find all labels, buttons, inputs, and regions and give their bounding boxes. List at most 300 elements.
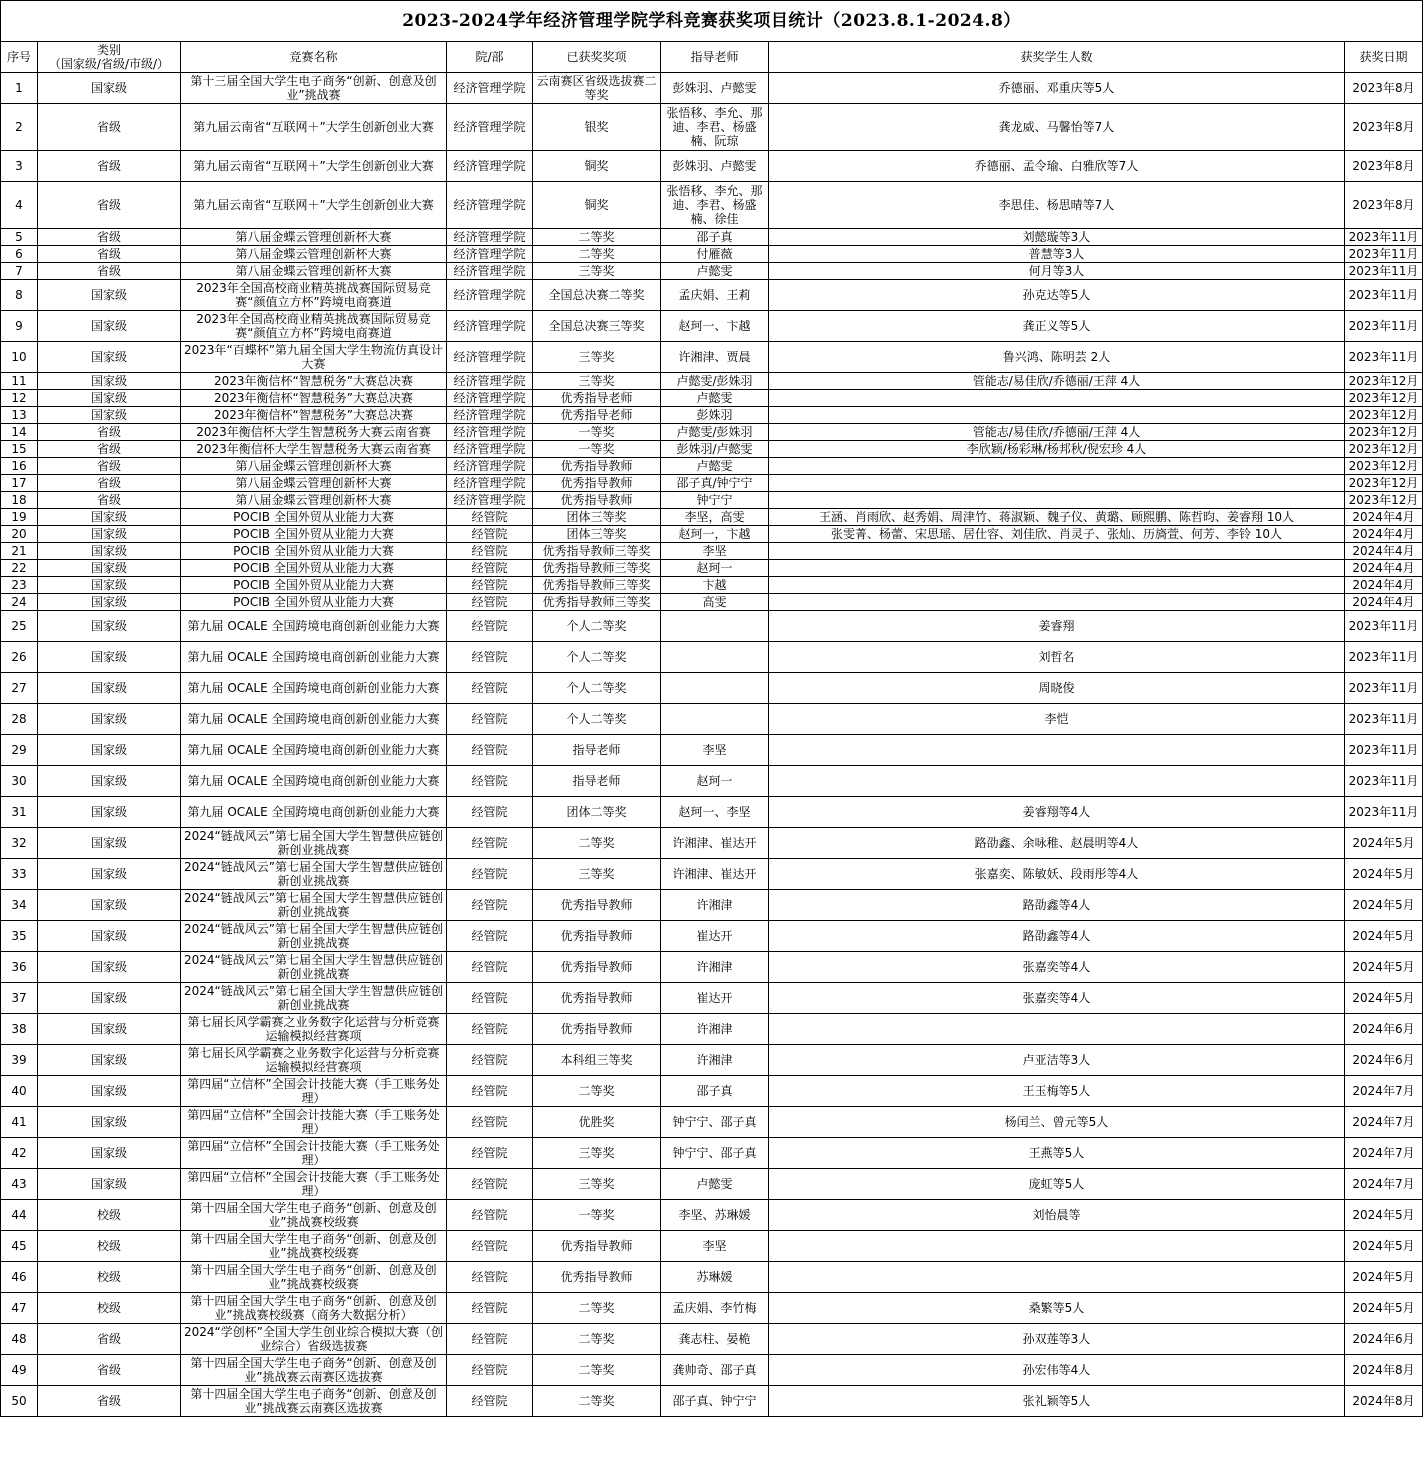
table-row (1, 1045, 1423, 1076)
cell-award: 二等奖 (533, 246, 661, 263)
cell-category: 国家级 (38, 1107, 181, 1138)
cell-students: 姜睿翔 (769, 611, 1345, 642)
cell-award: 优秀指导教师 (533, 1231, 661, 1262)
cell-award: 优秀指导教师 (533, 458, 661, 475)
cell-students: 孙宏伟等4人 (769, 1355, 1345, 1386)
cell-award: 优秀指导教师三等奖 (533, 560, 661, 577)
cell-dept: 经管院 (447, 1076, 533, 1107)
cell-date: 2023年11月 (1345, 311, 1423, 342)
cell-category: 国家级 (38, 859, 181, 890)
cell-competition: 第九届 OCALE 全国跨境电商创新创业能力大赛 (181, 673, 447, 704)
table-row (1, 390, 1423, 407)
cell-advisor: 钟宁宁、邵子真 (661, 1107, 769, 1138)
cell-award: 团体三等奖 (533, 526, 661, 543)
cell-advisor: 卢懿雯/彭姝羽 (661, 373, 769, 390)
cell-date: 2023年8月 (1345, 104, 1423, 151)
table-row (1, 263, 1423, 280)
cell-students: 卢亚洁等3人 (769, 1045, 1345, 1076)
cell-competition: POCIB 全国外贸从业能力大赛 (181, 560, 447, 577)
cell-competition: 第八届金蝶云管理创新杯大赛 (181, 475, 447, 492)
cell-category: 国家级 (38, 311, 181, 342)
cell-date: 2024年5月 (1345, 1293, 1423, 1324)
cell-dept: 经济管理学院 (447, 151, 533, 182)
cell-competition: 2024“链战风云”第七届全国大学生智慧供应链创新创业挑战赛 (181, 921, 447, 952)
cell-dept: 经管院 (447, 952, 533, 983)
cell-competition: 第九届 OCALE 全国跨境电商创新创业能力大赛 (181, 642, 447, 673)
cell-advisor (661, 673, 769, 704)
cell-students (769, 577, 1345, 594)
cell-award: 三等奖 (533, 1169, 661, 1200)
cell-students: 庞虹等5人 (769, 1169, 1345, 1200)
cell-no: 46 (1, 1262, 38, 1293)
cell-category: 国家级 (38, 73, 181, 104)
cell-students (769, 407, 1345, 424)
cell-dept: 经济管理学院 (447, 104, 533, 151)
cell-advisor: 卢懿雯 (661, 1169, 769, 1200)
cell-dept: 经管院 (447, 1169, 533, 1200)
cell-no: 6 (1, 246, 38, 263)
cell-advisor: 许湘津 (661, 1014, 769, 1045)
table-row (1, 475, 1423, 492)
cell-date: 2024年8月 (1345, 1355, 1423, 1386)
cell-award: 团体三等奖 (533, 509, 661, 526)
table-row (1, 859, 1423, 890)
cell-competition: 第七届长风学霸赛之业务数字化运营与分析竞赛运输模拟经营赛项 (181, 1045, 447, 1076)
table-row (1, 441, 1423, 458)
table-row (1, 673, 1423, 704)
cell-no: 39 (1, 1045, 38, 1076)
cell-category: 国家级 (38, 373, 181, 390)
cell-dept: 经管院 (447, 560, 533, 577)
cell-award: 三等奖 (533, 1138, 661, 1169)
cell-advisor: 邵子真、钟宁宁 (661, 1386, 769, 1417)
cell-no: 18 (1, 492, 38, 509)
cell-advisor: 李坚 (661, 735, 769, 766)
cell-award: 三等奖 (533, 373, 661, 390)
cell-competition: 2023年衡信杯大学生智慧税务大赛云南省赛 (181, 424, 447, 441)
header-award: 已获奖奖项 (533, 42, 661, 73)
cell-dept: 经管院 (447, 1262, 533, 1293)
table-row (1, 642, 1423, 673)
cell-students: 路劭鑫等4人 (769, 921, 1345, 952)
table-row (1, 458, 1423, 475)
header-no: 序号 (1, 42, 38, 73)
cell-advisor: 崔达开 (661, 921, 769, 952)
cell-advisor: 许湘津、贾晨 (661, 342, 769, 373)
cell-dept: 经济管理学院 (447, 229, 533, 246)
header-advisor: 指导老师 (661, 42, 769, 73)
cell-students: 王玉梅等5人 (769, 1076, 1345, 1107)
cell-date: 2023年11月 (1345, 704, 1423, 735)
cell-award: 指导老师 (533, 735, 661, 766)
cell-advisor: 赵珂一 (661, 766, 769, 797)
cell-category: 省级 (38, 458, 181, 475)
cell-date: 2023年11月 (1345, 642, 1423, 673)
cell-advisor: 苏琳媛 (661, 1262, 769, 1293)
cell-students: 何月等3人 (769, 263, 1345, 280)
cell-date: 2023年11月 (1345, 263, 1423, 280)
cell-award: 三等奖 (533, 263, 661, 280)
cell-advisor: 赵珂一 (661, 560, 769, 577)
cell-category: 国家级 (38, 890, 181, 921)
cell-competition: 2023年全国高校商业精英挑战赛国际贸易竞赛“颜值立方杯”跨境电商赛道 (181, 311, 447, 342)
cell-category: 省级 (38, 424, 181, 441)
cell-students: 普慧等3人 (769, 246, 1345, 263)
cell-students (769, 1262, 1345, 1293)
cell-competition: 2024“链战风云”第七届全国大学生智慧供应链创新创业挑战赛 (181, 828, 447, 859)
cell-award: 铜奖 (533, 151, 661, 182)
cell-dept: 经济管理学院 (447, 407, 533, 424)
cell-competition: 第九届 OCALE 全国跨境电商创新创业能力大赛 (181, 797, 447, 828)
cell-no: 40 (1, 1076, 38, 1107)
cell-award: 优秀指导教师 (533, 983, 661, 1014)
cell-no: 30 (1, 766, 38, 797)
cell-advisor (661, 611, 769, 642)
cell-students: 鲁兴鸿、陈明芸 2人 (769, 342, 1345, 373)
table-row (1, 509, 1423, 526)
cell-date: 2024年4月 (1345, 526, 1423, 543)
cell-date: 2023年12月 (1345, 475, 1423, 492)
cell-date: 2023年11月 (1345, 229, 1423, 246)
table-row (1, 828, 1423, 859)
cell-award: 优秀指导教师 (533, 1262, 661, 1293)
cell-competition: 2024“链战风云”第七届全国大学生智慧供应链创新创业挑战赛 (181, 983, 447, 1014)
cell-students: 张礼颖等5人 (769, 1386, 1345, 1417)
cell-dept: 经管院 (447, 1386, 533, 1417)
cell-advisor: 卞越 (661, 577, 769, 594)
table-row (1, 577, 1423, 594)
table-row (1, 246, 1423, 263)
table-row (1, 373, 1423, 390)
cell-students: 管能志/易佳欣/乔德丽/王萍 4人 (769, 373, 1345, 390)
cell-advisor: 邵子真 (661, 229, 769, 246)
cell-award: 优秀指导老师 (533, 390, 661, 407)
cell-date: 2024年4月 (1345, 509, 1423, 526)
cell-no: 3 (1, 151, 38, 182)
cell-no: 43 (1, 1169, 38, 1200)
cell-award: 优胜奖 (533, 1107, 661, 1138)
table-row (1, 560, 1423, 577)
cell-dept: 经济管理学院 (447, 492, 533, 509)
cell-award: 个人二等奖 (533, 642, 661, 673)
cell-advisor: 龚帅奇、邵子真 (661, 1355, 769, 1386)
header-dept: 院/部 (447, 42, 533, 73)
cell-competition: 第九届 OCALE 全国跨境电商创新创业能力大赛 (181, 611, 447, 642)
cell-award: 全国总决赛二等奖 (533, 280, 661, 311)
table-row (1, 492, 1423, 509)
cell-students: 张嘉奕等4人 (769, 983, 1345, 1014)
cell-no: 7 (1, 263, 38, 280)
table-row (1, 890, 1423, 921)
header-category-label: 类别 (96, 43, 121, 57)
cell-students: 刘哲名 (769, 642, 1345, 673)
cell-advisor: 孟庆娟、王莉 (661, 280, 769, 311)
cell-category: 国家级 (38, 543, 181, 560)
cell-category: 校级 (38, 1231, 181, 1262)
cell-advisor: 许湘津、崔达开 (661, 828, 769, 859)
cell-students: 路劭鑫等4人 (769, 890, 1345, 921)
cell-advisor: 许湘津 (661, 890, 769, 921)
cell-date: 2024年5月 (1345, 983, 1423, 1014)
cell-competition: POCIB 全国外贸从业能力大赛 (181, 577, 447, 594)
cell-date: 2023年12月 (1345, 492, 1423, 509)
cell-dept: 经济管理学院 (447, 311, 533, 342)
cell-dept: 经济管理学院 (447, 246, 533, 263)
cell-award: 优秀指导教师三等奖 (533, 577, 661, 594)
cell-competition: 第九届云南省“互联网＋”大学生创新创业大赛 (181, 104, 447, 151)
cell-award: 二等奖 (533, 1293, 661, 1324)
cell-competition: 第九届 OCALE 全国跨境电商创新创业能力大赛 (181, 735, 447, 766)
cell-advisor: 崔达开 (661, 983, 769, 1014)
cell-dept: 经管院 (447, 642, 533, 673)
cell-dept: 经济管理学院 (447, 390, 533, 407)
cell-competition: 2023年衡信杯“智慧税务”大赛总决赛 (181, 373, 447, 390)
cell-category: 省级 (38, 1386, 181, 1417)
table-row (1, 1200, 1423, 1231)
cell-students (769, 492, 1345, 509)
cell-advisor: 赵珂一、李坚 (661, 797, 769, 828)
cell-date: 2024年4月 (1345, 560, 1423, 577)
cell-competition: 第八届金蝶云管理创新杯大赛 (181, 492, 447, 509)
cell-no: 1 (1, 73, 38, 104)
cell-dept: 经管院 (447, 1138, 533, 1169)
cell-competition: 第十四届全国大学生电子商务“创新、创意及创业”挑战赛校级赛 (181, 1200, 447, 1231)
cell-category: 国家级 (38, 577, 181, 594)
cell-advisor (661, 704, 769, 735)
cell-category: 国家级 (38, 766, 181, 797)
cell-competition: 2023年衡信杯大学生智慧税务大赛云南省赛 (181, 441, 447, 458)
cell-award: 全国总决赛三等奖 (533, 311, 661, 342)
cell-no: 8 (1, 280, 38, 311)
cell-dept: 经管院 (447, 1107, 533, 1138)
cell-date: 2023年12月 (1345, 458, 1423, 475)
cell-students: 路劭鑫、余咏稚、赵晨明等4人 (769, 828, 1345, 859)
cell-award: 优秀指导教师 (533, 952, 661, 983)
cell-category: 国家级 (38, 983, 181, 1014)
cell-date: 2023年11月 (1345, 342, 1423, 373)
header-row (1, 42, 1423, 73)
cell-students: 桑繁等5人 (769, 1293, 1345, 1324)
table-row (1, 1293, 1423, 1324)
cell-dept: 经管院 (447, 704, 533, 735)
cell-award: 三等奖 (533, 342, 661, 373)
table-row (1, 104, 1423, 151)
cell-advisor: 邵子真 (661, 1076, 769, 1107)
cell-date: 2024年5月 (1345, 890, 1423, 921)
cell-award: 二等奖 (533, 1324, 661, 1355)
cell-no: 45 (1, 1231, 38, 1262)
cell-category: 国家级 (38, 704, 181, 735)
cell-dept: 经管院 (447, 509, 533, 526)
cell-category: 国家级 (38, 1138, 181, 1169)
cell-award: 优秀指导教师三等奖 (533, 594, 661, 611)
cell-advisor: 付雁薇 (661, 246, 769, 263)
cell-award: 优秀指导教师 (533, 475, 661, 492)
cell-students: 王燕等5人 (769, 1138, 1345, 1169)
cell-students: 李恺 (769, 704, 1345, 735)
cell-students: 管能志/易佳欣/乔德丽/王萍 4人 (769, 424, 1345, 441)
table-row (1, 73, 1423, 104)
table-row (1, 735, 1423, 766)
table-row (1, 229, 1423, 246)
cell-advisor: 许湘津 (661, 952, 769, 983)
table-row (1, 1262, 1423, 1293)
cell-advisor: 卢懿雯 (661, 390, 769, 407)
table-body (1, 73, 1423, 1417)
cell-category: 国家级 (38, 1045, 181, 1076)
cell-date: 2024年5月 (1345, 1200, 1423, 1231)
table-row (1, 704, 1423, 735)
cell-no: 25 (1, 611, 38, 642)
table-row (1, 983, 1423, 1014)
cell-dept: 经济管理学院 (447, 182, 533, 229)
cell-no: 14 (1, 424, 38, 441)
cell-competition: 第七届长风学霸赛之业务数字化运营与分析竞赛运输模拟经营赛项 (181, 1014, 447, 1045)
table-row (1, 342, 1423, 373)
cell-dept: 经管院 (447, 921, 533, 952)
cell-advisor: 赵珂一，卞越 (661, 526, 769, 543)
cell-date: 2023年12月 (1345, 441, 1423, 458)
cell-students: 周晓俊 (769, 673, 1345, 704)
cell-advisor: 钟宁宁、邵子真 (661, 1138, 769, 1169)
cell-category: 省级 (38, 441, 181, 458)
cell-competition: 2024“链战风云”第七届全国大学生智慧供应链创新创业挑战赛 (181, 890, 447, 921)
cell-students: 张嘉奕、陈敏妖、段雨彤等4人 (769, 859, 1345, 890)
cell-competition: 第十三届全国大学生电子商务“创新、创意及创业”挑战赛 (181, 73, 447, 104)
cell-dept: 经管院 (447, 859, 533, 890)
cell-award: 优秀指导老师 (533, 407, 661, 424)
cell-no: 26 (1, 642, 38, 673)
cell-date: 2023年12月 (1345, 390, 1423, 407)
cell-dept: 经管院 (447, 890, 533, 921)
cell-date: 2024年5月 (1345, 952, 1423, 983)
cell-date: 2024年4月 (1345, 543, 1423, 560)
cell-no: 36 (1, 952, 38, 983)
cell-advisor: 彭姝羽 (661, 407, 769, 424)
table-row (1, 921, 1423, 952)
cell-advisor: 彭姝羽/卢懿雯 (661, 441, 769, 458)
cell-category: 国家级 (38, 611, 181, 642)
cell-competition: 第八届金蝶云管理创新杯大赛 (181, 458, 447, 475)
cell-no: 28 (1, 704, 38, 735)
cell-dept: 经管院 (447, 1200, 533, 1231)
cell-students: 刘懿璇等3人 (769, 229, 1345, 246)
cell-date: 2024年6月 (1345, 1014, 1423, 1045)
cell-no: 5 (1, 229, 38, 246)
cell-date: 2024年5月 (1345, 1231, 1423, 1262)
cell-no: 35 (1, 921, 38, 952)
table-row (1, 797, 1423, 828)
cell-students: 李思佳、杨思晴等7人 (769, 182, 1345, 229)
header-category (38, 42, 181, 73)
table-row (1, 1014, 1423, 1045)
cell-advisor: 李坚 (661, 543, 769, 560)
cell-competition: 2023年“百蝶杯”第九届全国大学生物流仿真设计大赛 (181, 342, 447, 373)
cell-date: 2023年11月 (1345, 735, 1423, 766)
cell-award: 银奖 (533, 104, 661, 151)
cell-dept: 经管院 (447, 577, 533, 594)
cell-no: 2 (1, 104, 38, 151)
cell-category: 省级 (38, 151, 181, 182)
table-row (1, 1169, 1423, 1200)
cell-advisor: 许湘津 (661, 1045, 769, 1076)
cell-category: 国家级 (38, 390, 181, 407)
cell-competition: 第四届“立信杯”全国会计技能大赛（手工账务处理） (181, 1169, 447, 1200)
cell-advisor: 钟宁宁 (661, 492, 769, 509)
cell-award: 二等奖 (533, 1076, 661, 1107)
cell-award: 优秀指导教师 (533, 890, 661, 921)
cell-advisor (661, 642, 769, 673)
cell-competition: 2024“链战风云”第七届全国大学生智慧供应链创新创业挑战赛 (181, 859, 447, 890)
cell-award: 二等奖 (533, 1386, 661, 1417)
cell-dept: 经济管理学院 (447, 373, 533, 390)
cell-date: 2023年11月 (1345, 673, 1423, 704)
cell-competition: 第八届金蝶云管理创新杯大赛 (181, 229, 447, 246)
cell-category: 省级 (38, 182, 181, 229)
cell-advisor: 张悟移、李允、那迪、李君、杨盛楠、阮琼 (661, 104, 769, 151)
cell-students: 姜睿翔等4人 (769, 797, 1345, 828)
cell-students (769, 543, 1345, 560)
cell-category: 省级 (38, 246, 181, 263)
cell-award: 优秀指导教师 (533, 921, 661, 952)
cell-competition: 2023年全国高校商业精英挑战赛国际贸易竞赛“颜值立方杯”跨境电商赛道 (181, 280, 447, 311)
cell-category: 国家级 (38, 673, 181, 704)
cell-date: 2023年11月 (1345, 766, 1423, 797)
cell-dept: 经管院 (447, 1355, 533, 1386)
cell-category: 省级 (38, 1324, 181, 1355)
cell-category: 省级 (38, 492, 181, 509)
cell-students (769, 560, 1345, 577)
cell-no: 12 (1, 390, 38, 407)
cell-competition: 第十四届全国大学生电子商务“创新、创意及创业”挑战赛校级赛 (181, 1262, 447, 1293)
cell-date: 2023年8月 (1345, 73, 1423, 104)
cell-award: 团体二等奖 (533, 797, 661, 828)
cell-award: 指导老师 (533, 766, 661, 797)
cell-date: 2023年11月 (1345, 246, 1423, 263)
cell-award: 二等奖 (533, 828, 661, 859)
cell-category: 国家级 (38, 1014, 181, 1045)
cell-award: 铜奖 (533, 182, 661, 229)
cell-award: 优秀指导教师三等奖 (533, 543, 661, 560)
table-row (1, 594, 1423, 611)
cell-dept: 经济管理学院 (447, 458, 533, 475)
cell-advisor: 卢懿雯/彭姝羽 (661, 424, 769, 441)
cell-dept: 经管院 (447, 526, 533, 543)
cell-advisor: 李坚，高雯 (661, 509, 769, 526)
cell-competition: 第八届金蝶云管理创新杯大赛 (181, 246, 447, 263)
cell-no: 34 (1, 890, 38, 921)
cell-no: 10 (1, 342, 38, 373)
cell-no: 9 (1, 311, 38, 342)
cell-category: 国家级 (38, 560, 181, 577)
cell-dept: 经管院 (447, 594, 533, 611)
cell-dept: 经济管理学院 (447, 342, 533, 373)
cell-no: 32 (1, 828, 38, 859)
cell-date: 2024年8月 (1345, 1386, 1423, 1417)
cell-date: 2024年6月 (1345, 1045, 1423, 1076)
cell-dept: 经济管理学院 (447, 441, 533, 458)
cell-category: 省级 (38, 104, 181, 151)
cell-advisor: 李坚 (661, 1231, 769, 1262)
cell-category: 国家级 (38, 342, 181, 373)
cell-date: 2024年6月 (1345, 1324, 1423, 1355)
cell-no: 20 (1, 526, 38, 543)
header-students: 获奖学生人数 (769, 42, 1345, 73)
cell-competition: 第四届“立信杯”全国会计技能大赛（手工账务处理） (181, 1107, 447, 1138)
cell-students (769, 1014, 1345, 1045)
cell-advisor: 卢懿雯 (661, 263, 769, 280)
cell-competition: 第十四届全国大学生电子商务“创新、创意及创业”挑战赛云南赛区选拔赛 (181, 1355, 447, 1386)
